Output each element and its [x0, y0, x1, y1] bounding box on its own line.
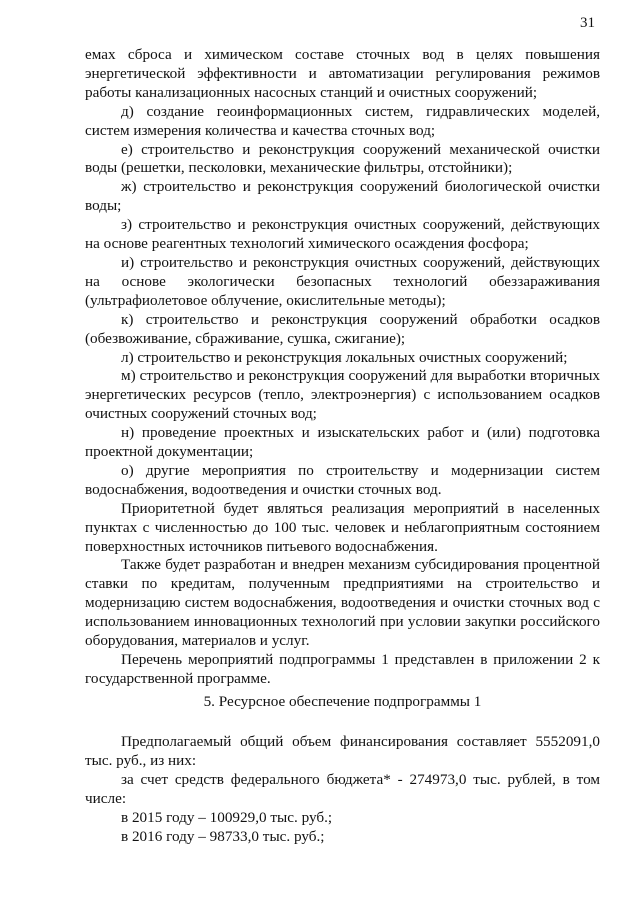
- section-heading: 5. Ресурсное обеспечение подпрограммы 1: [203, 693, 482, 710]
- list-item: з) строительство и реконструкция очистных сооружений, действующих на основе реагентных технологий химического осаждения фосфора;: [85, 216, 600, 253]
- list-item: ж) строительство и реконструкция сооружений биологической очистки воды;: [85, 178, 600, 215]
- funding-year-2015: в 2015 году – 100929,0 тыс. руб.;: [121, 809, 333, 826]
- list-item: к) строительство и реконструкция сооружений обработки осадков (обезвоживание, сбраживание, сушка, сжигание);: [85, 310, 600, 347]
- funding-section: [85, 732, 600, 846]
- funding-intro: Предполагаемый общий объем финансирования составляет 5552091,0 тыс. руб., из них:: [85, 733, 600, 769]
- paragraph: емах сброса и химическом составе сточных вод в целях повышения энергетической эффективности и автоматизации регулирования режимов работы канализационных насосных станций и очистных сооружений;: [85, 46, 600, 101]
- list-item: н) проведение проектных и изыскательских работ и (или) подготовка проектной документации;: [85, 424, 600, 461]
- paragraph: Также будет разработан и внедрен механизм субсидирования процентной ставки по кредитам, полученным предприятиями на строительство и модернизацию систем водоснабжения, водоотведения и очистки сточных вод с использованием инновационных технологий при условии закупки российского оборудования, материалов и услуг.: [85, 556, 600, 650]
- list-item: м) строительство и реконструкция сооружений для выработки вторичных энергетических ресурсов (тепло, электроэнергия) с использованием осадков очистных сооружений сточных вод;: [85, 367, 600, 423]
- paragraph: Приоритетной будет являться реализация мероприятий в населенных пунктах с численностью до 100 тыс. человек и неблагоприятным состоянием поверхностных источников питьевого водоснабжения.: [85, 499, 600, 555]
- list-item: д) создание геоинформационных систем, гидравлических моделей, систем измерения количества и качества сточных вод;: [85, 102, 600, 139]
- funding-federal: за счет средств федерального бюджета* - 274973,0 тыс. рублей, в том числе:: [85, 771, 600, 807]
- body-text: [85, 46, 600, 689]
- paragraph: Перечень мероприятий подпрограммы 1 представлен в приложении 2 к государственной программе.: [85, 651, 600, 687]
- list-item: е) строительство и реконструкция сооружений механической очистки воды (решетки, песколовки, механические фильтры, отстойники);: [85, 140, 600, 177]
- list-item: о) другие мероприятия по строительству и модернизации систем водоснабжения, водоотведения и очистки сточных вод.: [85, 461, 600, 498]
- list-item: и) строительство и реконструкция очистных сооружений, действующих на основе экологически безопасных технологий обеззараживания (ультрафиолетовое облучение, окислительные методы);: [85, 253, 600, 309]
- list-item: л) строительство и реконструкция локальных очистных сооружений;: [121, 348, 568, 366]
- funding-year-2016: в 2016 году – 98733,0 тыс. руб.;: [121, 828, 325, 845]
- page-number: 31: [580, 15, 595, 31]
